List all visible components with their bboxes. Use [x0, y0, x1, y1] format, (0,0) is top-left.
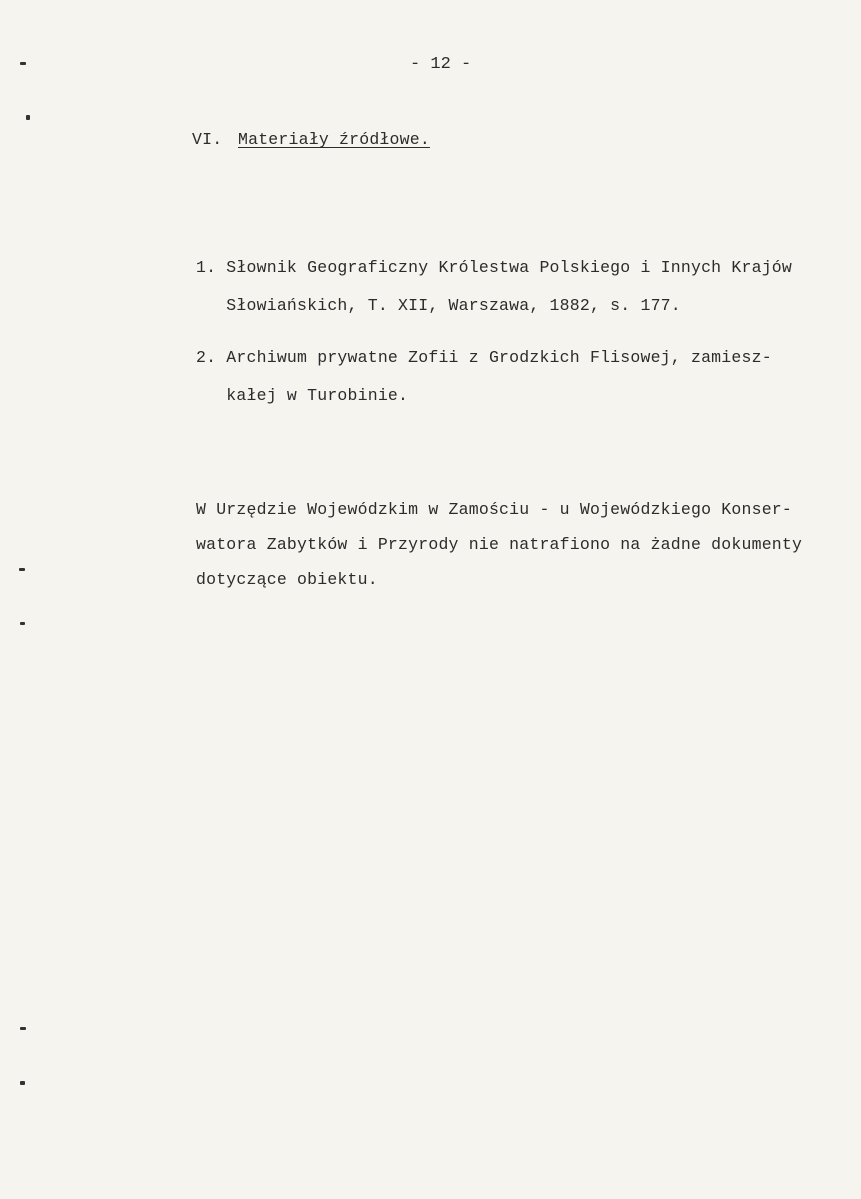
section-title: Materiały źródłowe. [238, 130, 430, 149]
scan-mark [26, 115, 30, 120]
scan-mark [20, 1027, 26, 1030]
scan-mark [20, 62, 26, 65]
scan-mark [20, 622, 25, 625]
page-number: - 12 - [410, 55, 472, 74]
note-line-2: watora Zabytków i Przyrody nie natrafiono na żadne dokumenty [196, 535, 803, 554]
source-1-line-1: 1. Słownik Geograficzny Królestwa Polskiego i Innych Krajów [196, 258, 792, 277]
source-2-line-2: kałej w Turobinie. [196, 386, 409, 405]
scan-mark [19, 568, 25, 571]
note-line-1: W Urzędzie Wojewódzkim w Zamościu - u Wojewódzkiego Konser- [196, 500, 792, 519]
source-1-line-2: Słowiańskich, T. XII, Warszawa, 1882, s. 177. [196, 296, 681, 315]
note-line-3: dotyczące obiektu. [196, 570, 378, 589]
source-2-line-1: 2. Archiwum prywatne Zofii z Grodzkich Flisowej, zamiesz- [196, 348, 772, 367]
scan-mark [20, 1081, 25, 1085]
section-number: VI. [192, 130, 223, 149]
